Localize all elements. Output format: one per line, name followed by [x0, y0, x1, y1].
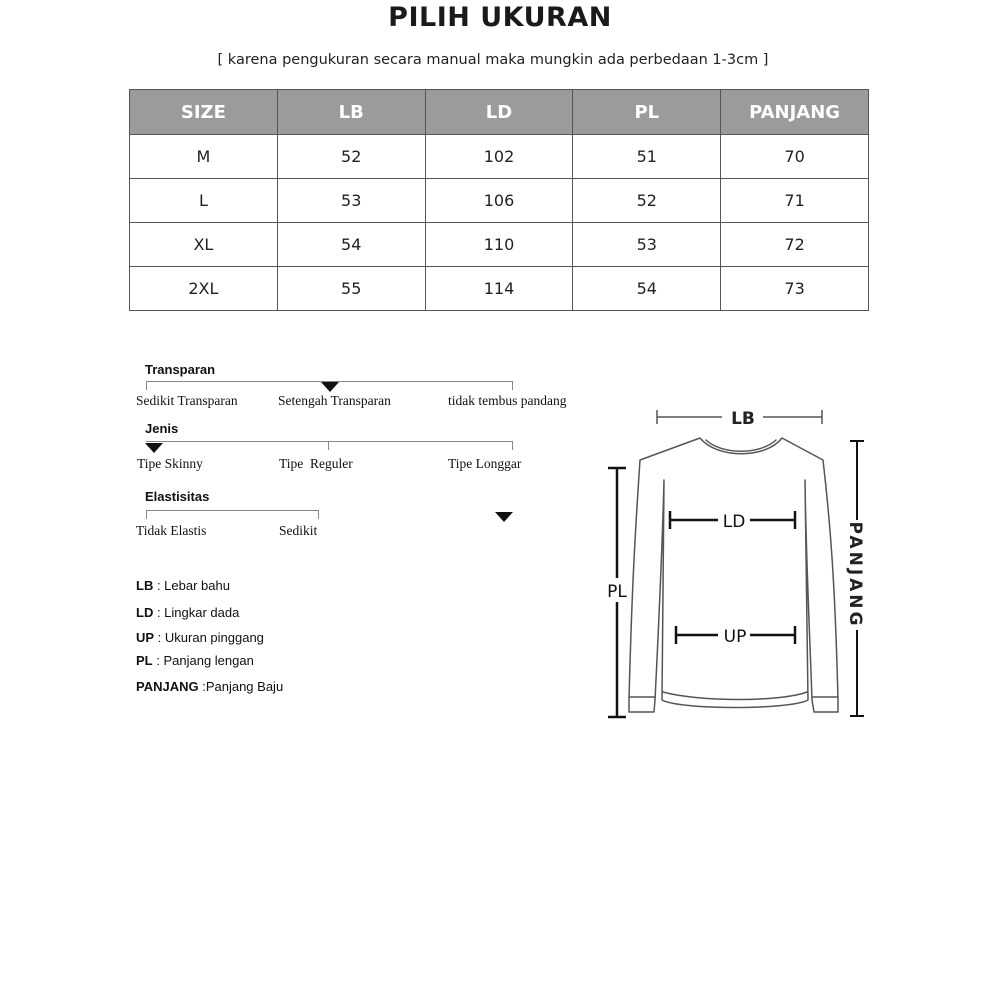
table-cell: 53 — [573, 223, 721, 267]
table-cell: 106 — [425, 179, 573, 223]
diagram-label-panjang: PANJANG — [845, 521, 865, 629]
diagram-label-ld: LD — [722, 512, 746, 532]
table-cell: 110 — [425, 223, 573, 267]
diagram-label-lb: LB — [731, 409, 755, 429]
table-cell: L — [130, 179, 278, 223]
table-cell: 52 — [277, 135, 425, 179]
table-cell: 53 — [277, 179, 425, 223]
table-cell: M — [130, 135, 278, 179]
table-cell: 72 — [721, 223, 869, 267]
table-cell: 71 — [721, 179, 869, 223]
scale-title-jenis: Jenis — [145, 421, 179, 436]
measurement-note: [ karena pengukuran secara manual maka mungkin ada perbedaan 1-3cm ] — [217, 52, 769, 68]
option-sedikit-transparan: Sedikit Transparan — [136, 393, 238, 408]
option-setengah-transparan: Setengah Transparan — [278, 393, 391, 408]
header-pl: PL — [573, 90, 721, 135]
table-cell: 51 — [573, 135, 721, 179]
option-tipe-reguler: Tipe Reguler — [279, 456, 353, 471]
table-cell: 2XL — [130, 267, 278, 311]
legend-item-panjang: PANJANG :Panjang Baju — [136, 679, 284, 694]
header-panjang: PANJANG — [721, 90, 869, 135]
table-cell: XL — [130, 223, 278, 267]
table-cell: 73 — [721, 267, 869, 311]
header-size: SIZE — [130, 90, 278, 135]
legend-item-pl: PL : Panjang lengan — [136, 653, 254, 668]
table-cell: 52 — [573, 179, 721, 223]
header-lb: LB — [277, 90, 425, 135]
scale-title-transparan: Transparan — [145, 362, 216, 377]
table-cell: 102 — [425, 135, 573, 179]
table-cell: 70 — [721, 135, 869, 179]
table-cell: 54 — [277, 223, 425, 267]
diagram-label-up: UP — [723, 627, 747, 647]
option-tipe-longgar: Tipe Longgar — [448, 456, 522, 471]
legend-item-ld: LD : Lingkar dada — [136, 605, 240, 620]
option-tidak-tembus-pandang: tidak tembus pandang — [448, 393, 567, 408]
legend-item-lb: LB : Lebar bahu — [136, 578, 230, 593]
page-title: PILIH UKURAN — [388, 2, 612, 33]
legend-item-up: UP : Ukuran pinggang — [136, 630, 264, 645]
header-ld: LD — [425, 90, 573, 135]
shirt-outline — [629, 438, 838, 712]
table-cell: 55 — [277, 267, 425, 311]
option-tipe-skinny: Tipe Skinny — [137, 456, 203, 471]
scale-title-elastisitas: Elastisitas — [145, 489, 210, 504]
diagram-label-pl: PL — [607, 582, 627, 602]
option-sedikit: Sedikit — [279, 523, 318, 538]
table-cell: 114 — [425, 267, 573, 311]
table-cell: 54 — [573, 267, 721, 311]
option-tidak-elastis: Tidak Elastis — [136, 523, 207, 538]
